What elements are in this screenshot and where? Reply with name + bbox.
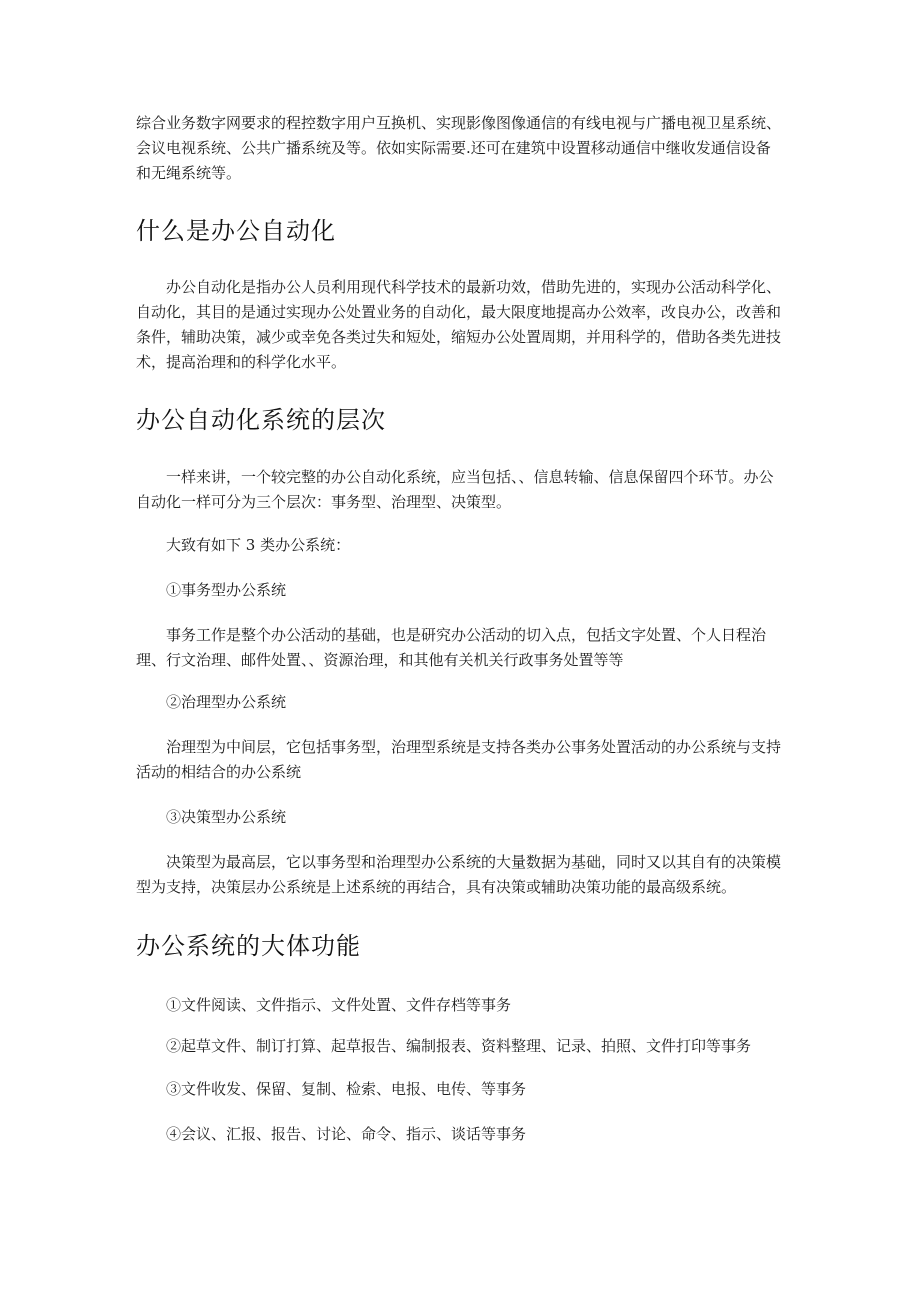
type1-title: ①事务型办公系统 [166,581,287,599]
function-item: ①文件阅读、文件指示、文件处置、文件存档等事务 [166,996,512,1014]
type1-description: 事务工作是整个办公活动的基础，也是研究办公活动的切入点，包括文字处置、个人日程治理、行文治理、邮件处置、、资源治理，和其他有关机关行政事务处置等等 [136,626,767,669]
intro-paragraph: 综合业务数字网要求的程控数字用户互换机、实现影像图像通信的有线电视与广播电视卫星系统、会议电视系统、公共广播系统及等。依如实际需要.还可在建筑中设置移动通信中继收发通信设备和无绳系统等。 [136,114,782,182]
oa-definition-paragraph: 办公自动化是指办公人员利用现代科学技术的最新功效，借助先进的，实现办公活动科学化、自动化，其目的是通过实现办公处置业务的自动化，最大限度地提高办公效率，改良办公，改善和条件，辅助决策，减少或幸免各类过失和短处，缩短办公处置周期，并用科学的，借助各类先进技术，提高治理和的科学化水平。 [136,278,782,371]
function-item: ②起草文件、制订打算、起草报告、编制报表、资料整理、记录、拍照、文件打印等事务 [166,1037,752,1055]
section-heading-oa-levels: 办公自动化系统的层次 [136,406,386,434]
type2-title: ②治理型办公系统 [166,693,287,711]
oa-categories-intro: 大致有如下 3 类办公系统： [166,536,351,554]
function-item: ④会议、汇报、报告、讨论、命令、指示、谈话等事务 [166,1125,527,1143]
type3-title: ③决策型办公系统 [166,808,287,826]
section-heading-what-is-oa: 什么是办公自动化 [136,217,336,245]
section-heading-oa-functions: 办公系统的大体功能 [136,932,361,960]
type3-description: 决策型为最高层，它以事务型和治理型办公系统的大量数据为基础，同时又以其自有的决策模型为支持，决策层办公系统是上述系统的再结合，具有决策或辅助决策功能的最高级系统。 [136,853,782,896]
type2-description: 治理型为中间层，它包括事务型，治理型系统是支持各类办公事务处置活动的办公系统与支持活动的相结合的办公系统 [136,738,782,781]
oa-levels-paragraph: 一样来讲，一个较完整的办公自动化系统，应当包括、、信息转输、信息保留四个环节。办公自动化一样可分为三个层次：事务型、治理型、决策型。 [136,468,774,511]
function-item: ③文件收发、保留、复制、检索、电报、电传、等事务 [166,1080,527,1098]
